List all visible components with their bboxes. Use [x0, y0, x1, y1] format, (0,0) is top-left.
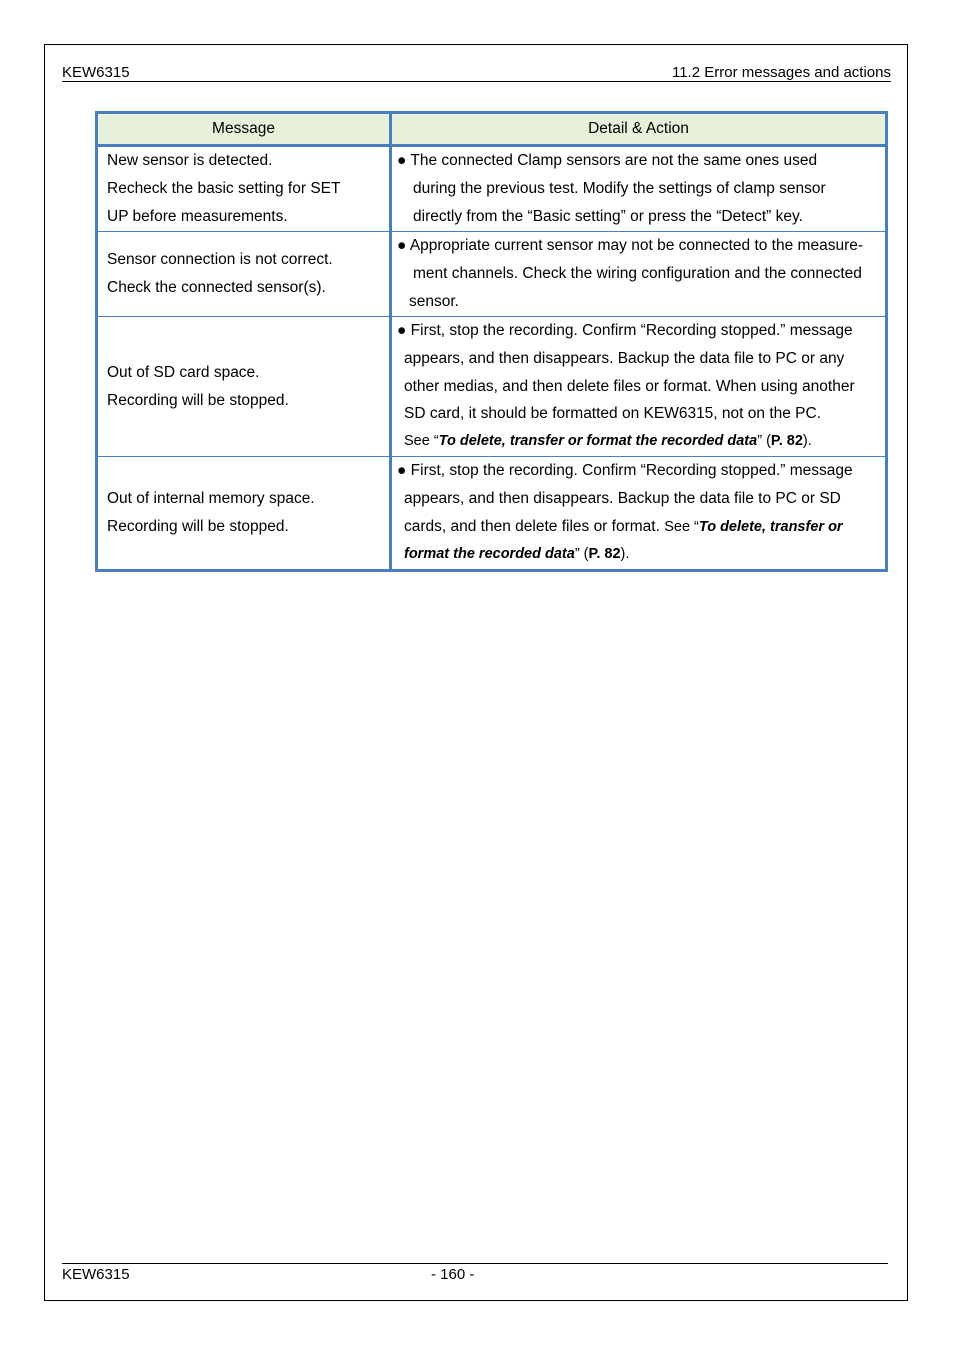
table-row [97, 457, 887, 571]
column-header-detail-action: Detail & Action [391, 113, 887, 146]
message-line: Out of SD card space. [107, 363, 260, 381]
detail-action-cell [391, 146, 887, 232]
header-model: KEW6315 [62, 64, 130, 81]
message-line: Recording will be stopped. [107, 391, 289, 409]
reference-suffix: ). [620, 546, 630, 563]
detail-action-cell [391, 232, 887, 317]
reference-link-title[interactable]: To delete, transfer or format the recorded data [438, 433, 758, 450]
table-row [97, 146, 887, 232]
message-cell [97, 146, 391, 232]
detail-line: ● The connected Clamp sensors are not the same ones used [397, 152, 818, 170]
message-cell [97, 232, 391, 317]
message-line: Check the connected sensor(s). [107, 279, 326, 296]
page-header [62, 62, 891, 82]
message-line: Recheck the basic setting for SET [107, 180, 341, 198]
detail-line: appears, and then disappears. Backup the data file to PC or SD [404, 489, 841, 507]
footer-divider [62, 1263, 888, 1264]
message-line: Out of internal memory space. [107, 490, 315, 508]
reference-link-title[interactable]: To delete, transfer or [698, 518, 843, 535]
reference-prefix: See “ [664, 518, 699, 535]
reference-page-number[interactable]: P. 82 [770, 433, 803, 450]
reference-suffix: ). [802, 433, 812, 450]
detail-line: ● Appropriate current sensor may not be connected to the measure- [397, 237, 864, 255]
detail-line: ● First, stop the recording. Confirm “Recording stopped.” message [397, 322, 853, 339]
reference-page-number[interactable]: P. 82 [588, 546, 621, 563]
detail-line: other medias, and then delete files or format. When using another [404, 377, 855, 395]
detail-text: cards, and then delete files or format. [404, 517, 665, 535]
detail-line: ment channels. Check the wiring configuration and the connected [413, 265, 862, 283]
table-header-row [97, 113, 887, 146]
column-header-message: Message [97, 113, 391, 146]
reference-middle: ” ( [574, 546, 589, 563]
detail-line: directly from the “Basic setting” or press the “Detect” key. [413, 207, 803, 225]
message-line: New sensor is detected. [107, 152, 273, 170]
reference-link-title[interactable]: format the recorded data [404, 546, 575, 563]
table-row [97, 232, 887, 317]
detail-line: during the previous test. Modify the settings of clamp sensor [413, 180, 826, 198]
reference-prefix: See “ [404, 433, 439, 450]
message-line: Recording will be stopped. [107, 518, 289, 536]
detail-action-cell [391, 317, 887, 457]
page-reference [397, 541, 881, 569]
error-messages-table [95, 111, 888, 572]
page-reference [397, 428, 881, 456]
detail-line: SD card, it should be formatted on KEW6315, not on the PC. [404, 405, 822, 423]
message-line: UP before measurements. [107, 207, 288, 225]
reference-middle: ” ( [757, 433, 771, 450]
header-section-title: 11.2 Error messages and actions [671, 64, 891, 81]
footer-model: KEW6315 [62, 1266, 130, 1283]
detail-line [397, 513, 881, 542]
page-number: - 160 - [431, 1266, 475, 1283]
message-cell [97, 457, 391, 571]
detail-line: appears, and then disappears. Backup the data file to PC or any [404, 349, 845, 367]
message-cell [97, 317, 391, 457]
detail-action-cell [391, 457, 887, 571]
message-line: Sensor connection is not correct. [107, 251, 333, 269]
table-row [97, 317, 887, 457]
detail-line: sensor. [409, 292, 459, 310]
detail-line: ● First, stop the recording. Confirm “Recording stopped.” message [397, 462, 853, 479]
